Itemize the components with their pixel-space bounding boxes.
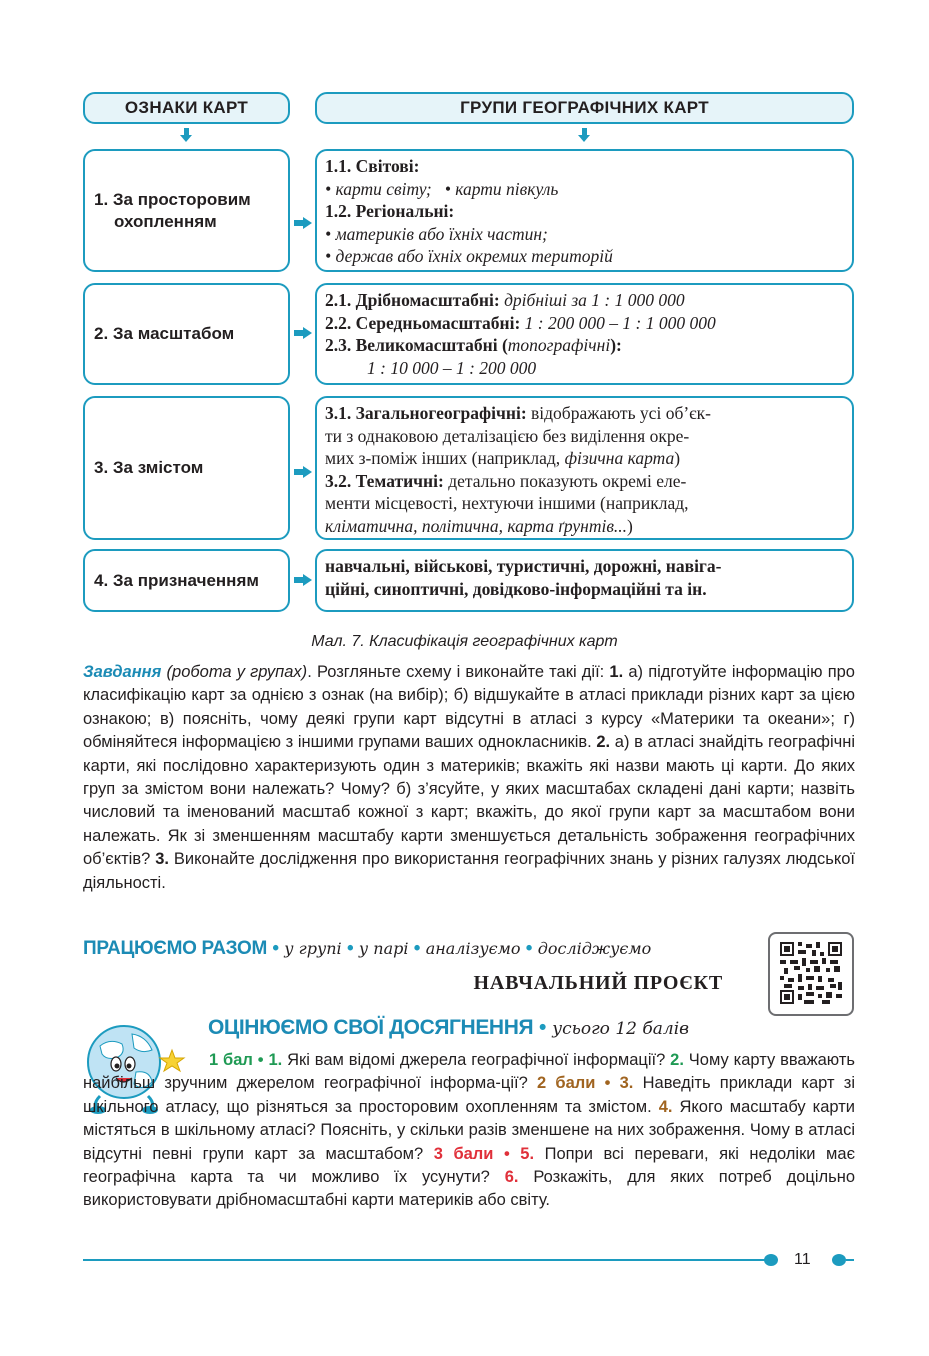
achievements-paragraph: 1 бал • 1. Які вам відомі джерела географічної інформації? 2. Чому карту вважають найбільш зручним джерелом географічної інформа-ції? 2 бали • 3. Наведіть приклади карт зі шкільного атласу, що різняться за просторовим охопленням та змістом. 4. Якого масштабу карти містяться в шкільному атласі? Поясніть, у скільки разів зменшене на них зображення. Чому в атласі відсутні певні групи карт за масштабом? 3 бали • 5. Попри всі переваги, які недоліки має географічна карта та чи можливо їх усунути? 6. Розкажіть, для яких потреб доцільно використовувати дрібномасштабні карти материків або світу. <box>83 1051 856 1210</box>
feature-label: 1. За просторовим <box>94 189 251 209</box>
group-line: 1.2. Регіональні: <box>325 201 455 221</box>
right-arrow-icon <box>294 574 312 586</box>
group-line: • держав або їхніх окремих територій <box>325 246 613 266</box>
feature-purpose <box>83 549 290 612</box>
group-line: • материків або їхніх частин; <box>325 223 548 244</box>
mode-item: у групі <box>284 939 342 958</box>
mode-item: у парі <box>358 939 409 958</box>
feature-label: 2. За масштабом <box>94 324 235 343</box>
group-spatial-coverage <box>315 149 854 272</box>
group-scale <box>315 283 854 385</box>
work-together-title: ПРАЦЮЄМО РАЗОМ <box>83 938 268 959</box>
feature-spatial-coverage <box>83 149 290 272</box>
achievements-total: усього 12 балів <box>552 1019 690 1039</box>
group-line: кліматична, політична, карта ґрунтів...) <box>325 515 633 536</box>
group-purpose <box>315 549 854 612</box>
group-line: 2.1. Дрібномасштабні: дрібніші за 1 : 1 000 000 <box>325 290 685 310</box>
group-line: ційні, синоптичні, довідково-інформаційні та ін. <box>325 578 707 599</box>
group-line: менти місцевості, нехтуючи іншими (наприклад, <box>325 493 689 513</box>
group-line: 1.1. Світові: <box>325 156 420 176</box>
group-line: ти з однаковою деталізацією без виділення окре- <box>325 425 690 446</box>
group-line: 3.1. Загальногеографічні: відображають усі об’єк- <box>325 403 712 423</box>
feature-scale <box>83 283 290 385</box>
page-number: 11 <box>794 1251 811 1268</box>
footer-ornament-icon <box>764 1254 778 1266</box>
project-title: НАВЧАЛЬНИЙ ПРОЄКТ <box>473 972 723 994</box>
footer-ornament-icon <box>832 1254 846 1266</box>
group-line: 3.2. Тематичні: детально показують окремі еле- <box>325 470 687 491</box>
figure-caption: Мал. 7. Класифікація географічних карт <box>311 633 618 650</box>
feature-label: 3. За змістом <box>94 458 204 477</box>
footer-divider <box>846 1259 854 1261</box>
group-line: навчальні, військові, туристичні, дорожні, навіга- <box>325 556 722 576</box>
group-content <box>315 396 854 540</box>
right-arrow-icon <box>294 217 312 229</box>
group-line: 2.3. Великомасштабні (топографічні): <box>325 335 622 355</box>
mode-item: досліджуємо <box>537 939 652 958</box>
work-together-row: ПРАЦЮЄМО РАЗОМ • у групі • у парі • аналізуємо • досліджуємо <box>83 938 652 959</box>
achievements-title: ОЦІНЮЄМО СВОЇ ДОСЯГНЕННЯ • усього 12 балів <box>208 1016 690 1039</box>
feature-content <box>83 396 290 540</box>
group-line: • карти світу; • карти півкуль <box>325 178 559 199</box>
right-arrow-icon <box>294 327 312 339</box>
footer-divider <box>83 1259 766 1261</box>
task-title: Завдання <box>83 663 162 681</box>
group-line: мих з-поміж інших (наприклад, фізична карта) <box>325 448 681 468</box>
header-map-features: ОЗНАКИ КАРТ <box>83 92 290 124</box>
right-arrow-icon <box>294 466 312 478</box>
feature-label: 4. За призначенням <box>94 570 259 590</box>
header-map-groups: ГРУПИ ГЕОГРАФІЧНИХ КАРТ <box>315 92 854 124</box>
task-paragraph: Завдання (робота у групах). Розгляньте схему і виконайте такі дії: 1. а) підготуйте інформацію про класифікацію карт за однією з ознак (на вибір); б) відшукайте в атласі приклади різних карт за цією ознакою; в) поясніть, чому деякі групи карт відсутні в атласі з курсу «Материки та океани»; г) обміняйтеся інформацією з іншими групами ваших однокласників. 2. а) в атласі знайдіть географічні карти, які послідовно характеризують один з материків; вкажіть які назви мають ці карти. До яких груп за змістом вони належать? Чому? б) з’ясуйте, у яких масштабах складені дані карти; назвіть числовий та іменований масштаб кожної з карт; вкажіть, до якої групи карт за масштабом вони належать. Як зі зменшенням масштабу карти зменшується детальність зображення географічних об’єктів? 3. Виконайте дослідження про використання географічних знань у різних галузях людської діяльності. <box>83 663 856 892</box>
group-line: 2.2. Середньомасштабні: 1 : 200 000 – 1 : 1 000 000 <box>325 312 716 333</box>
mode-item: аналізуємо <box>425 939 521 958</box>
qr-code-icon[interactable] <box>768 932 854 1016</box>
feature-label: охопленням <box>114 211 217 231</box>
group-line: 1 : 10 000 – 1 : 200 000 <box>367 357 537 378</box>
